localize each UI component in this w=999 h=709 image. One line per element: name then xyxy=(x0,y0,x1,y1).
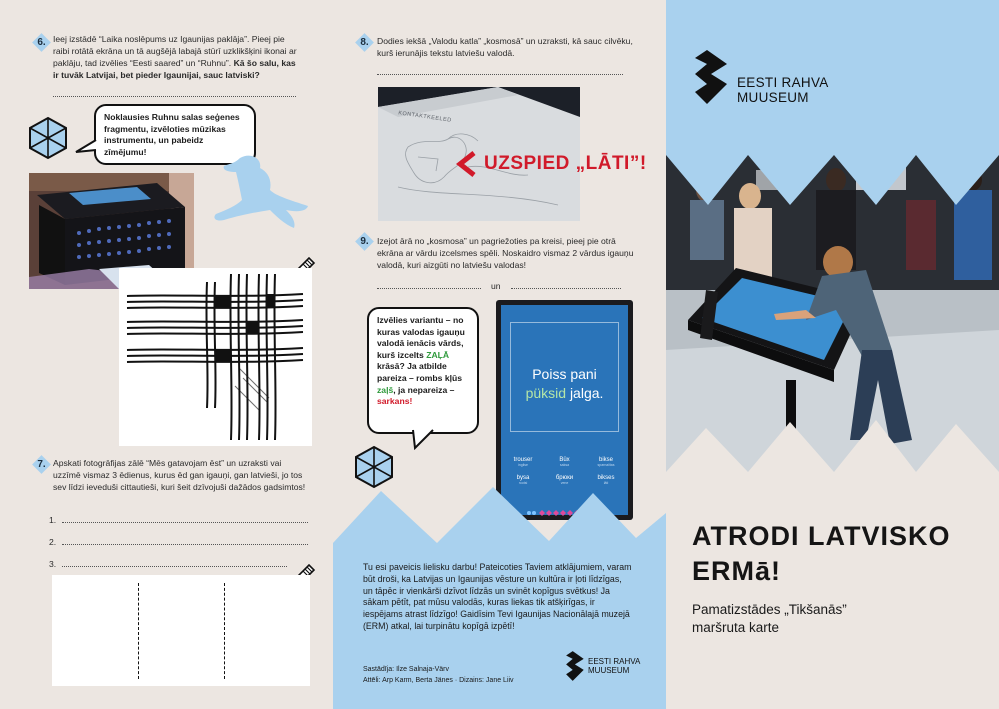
museum-logo xyxy=(693,48,843,108)
answer-line-label-1: 1. xyxy=(49,515,57,525)
erm-logo-icon xyxy=(693,48,733,106)
word-option[interactable]: брюки vene xyxy=(555,475,574,485)
middle-panel xyxy=(333,0,666,709)
and-label: un xyxy=(491,281,501,291)
word-option[interactable]: bikse sparnaiitas xyxy=(597,457,615,467)
word-option[interactable]: bysa rootsi xyxy=(516,475,530,485)
answer-line-2[interactable] xyxy=(62,544,308,545)
seal-illustration xyxy=(210,150,312,232)
answer-line-8[interactable] xyxy=(377,74,623,75)
arrow-left-icon xyxy=(456,151,478,177)
question-9-text: Izejot ārā no „kosmosa” un pagriežoties pa kreisi, pieej pie otrā ekrāna ar vārdu izcelsmes spēli. Noskaidro vismaz 2 vārdus igauņu valodā, kuri aizgūti no latviešu valodas! xyxy=(377,236,634,270)
left-panel xyxy=(0,0,333,709)
answer-line-9b[interactable] xyxy=(511,288,621,289)
question-8-text: Dodies iekšā „Valodu katla” „kosmosā” un uzraksti, kā sauc cilvēku, kurš ierunājis tekstu latviešu valodā. xyxy=(377,36,633,58)
word-option[interactable]: bikses läti xyxy=(597,475,615,485)
museum-logo-small: EESTI RAHVA MUUSEUM xyxy=(565,651,645,681)
cover-subtitle: Pamatizstādes „Tikšanās” maršruta karte xyxy=(692,602,847,635)
press-latvian-cta: UZSPIED „LĀTI”! xyxy=(484,153,647,174)
question-number-8: 8. xyxy=(356,34,373,51)
closing-message: Tu esi paveicis lielisku darbu! Pateicoties Taviem atklājumiem, varam būt droši, ka Latvijas un Igaunijas vēsture un kultūra ir ļoti līdzīgas, un tāpēc ir vienkārši dzīvot līdzās un svinēt kopīgus svētkus! Ja sākam pētīt, pat mūsu valodās, kuras liekas tik atšķirīgas, ir iespējams atrast līdzīgo! Gaidīsim Tevi Igaunijas Nacionālajā muzejā (ERM) atkal, lai turpinātu kopīgā izpētī! xyxy=(363,562,632,631)
map-label: KONTAKTKEELED xyxy=(397,110,452,124)
question-7-text: Apskati fotogrāfijas zālē “Mēs gatavojam ēst” un uzraksti vai uzzīmē vismaz 3 ēdienus, kurus ēd gan igauņi, gan latvieši, jo tos sev līdzi ieveduši cittautieši, kuri šeit dzīvojuši dažādos gadsimtos! xyxy=(53,458,306,492)
museum-name: EESTI RAHVA MUUSEUM xyxy=(737,75,829,105)
divider xyxy=(224,583,225,679)
answer-line-3[interactable] xyxy=(62,566,287,567)
question-number-7: 7. xyxy=(33,456,50,473)
cover-title: ATRODI LATVISKO ERMā! xyxy=(692,521,951,586)
answer-line-label-3: 3. xyxy=(49,559,57,569)
drawing-boxes[interactable] xyxy=(52,575,310,686)
word-option[interactable]: Büx saksa xyxy=(559,457,570,467)
answer-line-label-2: 2. xyxy=(49,537,57,547)
question-6-text: Ieej izstādē “Laika noslēpums uz Igaunijas paklāja”. Pieej pie raibi rotātā ekrāna un tā augšējā labajā stūrī uzklikšķini ikonai ar paklāju, tad izvēlies “Eesti saared” un “Ruhnu”. Kā šo salu, kas ir tuvāk Latvijai, bet pieder Igaunijai, sauc latviski? xyxy=(53,34,297,80)
instruction-bubble-6: Noklausies Ruhnu salas seģenes fragmentu, izvēloties mūzikas instrumentu, un pabeidz zīmējumu! xyxy=(94,104,256,165)
bubble-tail xyxy=(74,138,98,158)
word-option[interactable]: trouser inglise xyxy=(513,457,533,467)
weave-drawing-area[interactable] xyxy=(119,268,312,446)
sentence-text: Poiss pani püksid jalga. xyxy=(525,366,604,401)
instruction-bubble-9: Izvēlies variantu – no kuras valodas igauņu valodā ienācis vārds, kurš izcelts ZAĻĀ krāsā? Ja atbilde pareiza – rombs kļūs zaļš, ja nepareiza – sarkans! xyxy=(367,307,479,434)
answer-line-1[interactable] xyxy=(62,522,308,523)
divider xyxy=(138,583,139,679)
question-number-6: 6. xyxy=(33,34,50,51)
word-options xyxy=(505,457,624,485)
cube-icon xyxy=(28,116,68,160)
answer-line-6[interactable] xyxy=(53,96,296,97)
bubble-tail xyxy=(409,428,437,450)
question-number-9: 9. xyxy=(356,233,373,250)
credits: Sastādīja: Ilze Salnaja-Värv Attēli: Arp Karm, Berta Jänes · Dizains: Jane Liiv xyxy=(363,666,514,684)
answer-line-9a[interactable] xyxy=(377,288,481,289)
erm-logo-icon xyxy=(565,651,587,681)
right-panel xyxy=(666,0,999,709)
